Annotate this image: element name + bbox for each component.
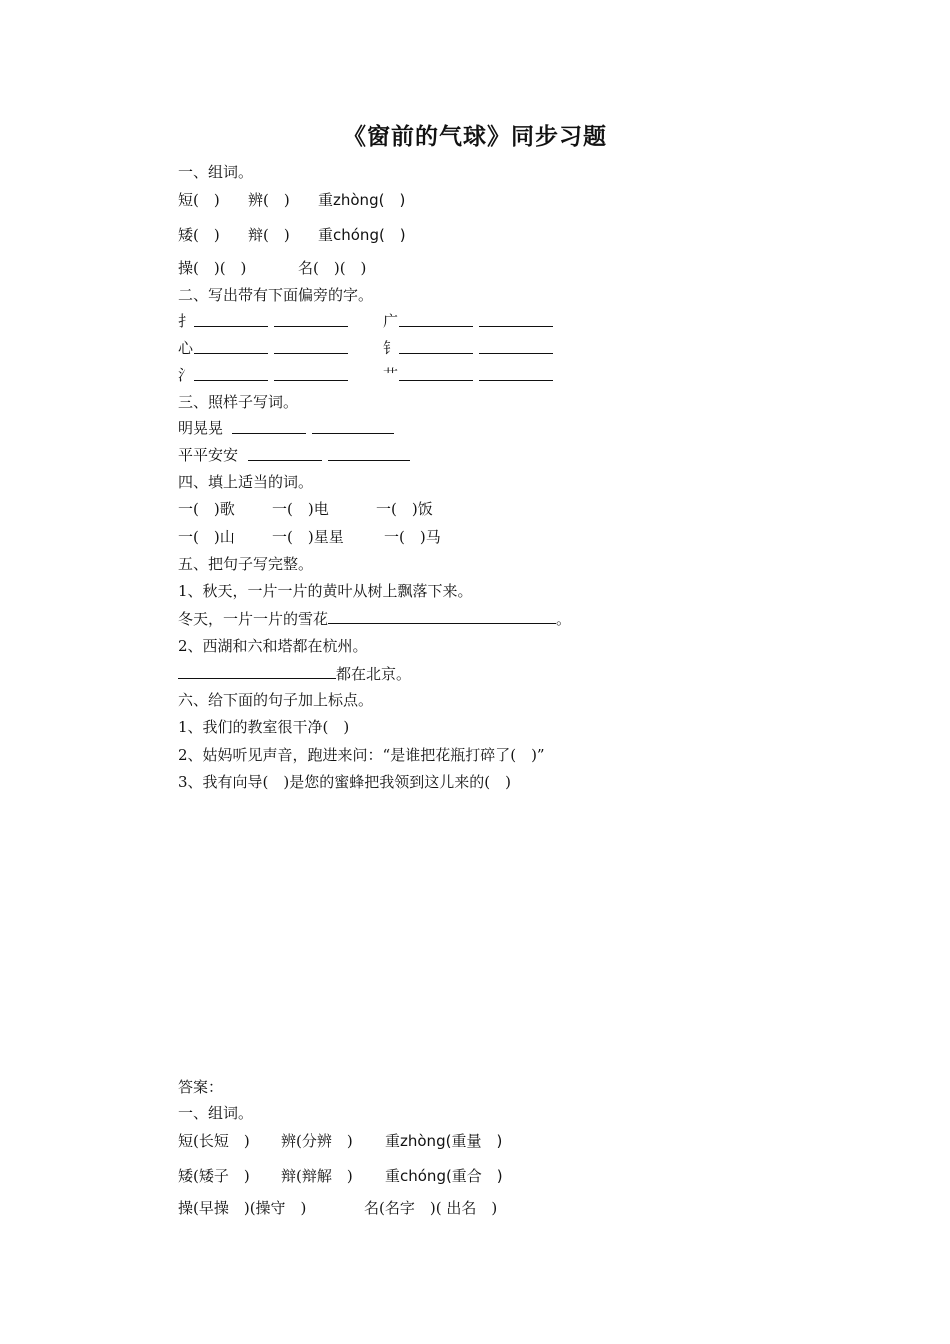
radical-label: 钅 xyxy=(383,339,399,357)
sentence-example: 2、西湖和六和塔都在杭州。 xyxy=(178,637,368,655)
answer-item: 操(早操 )(操守 ) xyxy=(178,1199,307,1217)
section-4-heading: 四、填上适当的词。 xyxy=(178,473,314,491)
word-item: 短( ) xyxy=(178,191,220,209)
answer-item: 辨(分辨 ) xyxy=(281,1132,353,1150)
sentence-suffix: 。 xyxy=(556,610,572,628)
page-title: 《窗前的气球》同步习题 xyxy=(343,123,607,150)
fill-item: 一( )歌 xyxy=(178,500,235,518)
sentence-task xyxy=(178,608,678,629)
answer-blank xyxy=(399,365,473,381)
answer-blank xyxy=(194,365,268,381)
answer-blank xyxy=(232,418,306,434)
word-item: 辩( ) xyxy=(248,226,290,244)
answer-item: 辩(辩解 ) xyxy=(281,1167,353,1185)
section-6-heading: 六、给下面的句子加上标点。 xyxy=(178,691,374,709)
answer-item: 矮(矮子 ) xyxy=(178,1167,250,1185)
pattern-example: 平平安安 xyxy=(178,446,239,464)
punctuation-question: 1、我们的教室很干净( ) xyxy=(178,718,350,736)
answer-item: 重zhòng(重量 ) xyxy=(385,1132,503,1150)
fill-item: 一( )山 xyxy=(178,528,235,546)
answer-blank xyxy=(194,311,268,327)
answer-item: 短(长短 ) xyxy=(178,1132,250,1150)
answers-heading: 一、组词。 xyxy=(178,1104,254,1122)
section-5-heading: 五、把句子写完整。 xyxy=(178,555,314,573)
answer-blank xyxy=(194,338,268,354)
answer-blank xyxy=(312,418,394,434)
answer-item: 重chóng(重合 ) xyxy=(385,1167,503,1185)
answer-blank xyxy=(274,338,348,354)
radical-label: 扌 xyxy=(178,312,194,330)
radical-label: 心 xyxy=(178,339,194,357)
section-2-heading: 二、写出带有下面偏旁的字。 xyxy=(178,286,374,304)
answer-blank xyxy=(248,445,322,461)
fill-item: 一( )电 xyxy=(272,500,329,518)
sentence-example: 1、秋天，一片一片的黄叶从树上飘落下来。 xyxy=(178,582,473,600)
answer-blank xyxy=(178,663,336,679)
punctuation-question: 3、我有向导( )是您的蜜蜂把我领到这儿来的( ) xyxy=(178,773,511,791)
radical-label: 艹 xyxy=(383,366,399,384)
word-item: 操( )( ) xyxy=(178,259,247,277)
word-item: 矮( ) xyxy=(178,226,220,244)
sentence-prefix: 冬天，一片一片的雪花 xyxy=(178,610,329,628)
answer-blank xyxy=(479,365,553,381)
section-3-heading: 三、照样子写词。 xyxy=(178,393,299,411)
word-item: 重chóng( ) xyxy=(318,226,406,244)
sentence-suffix: 都在北京。 xyxy=(336,665,412,683)
fill-item: 一( )马 xyxy=(384,528,441,546)
word-item: 名( )( ) xyxy=(298,259,367,277)
answer-blank xyxy=(274,311,348,327)
answer-blank xyxy=(479,338,553,354)
answer-blank xyxy=(479,311,553,327)
word-item: 重zhòng( ) xyxy=(318,191,406,209)
punctuation-question: 2、姑妈听见声音，跑进来问：“是谁把花瓶打碎了( )” xyxy=(178,746,545,764)
pattern-example: 明晃晃 xyxy=(178,419,224,437)
word-item: 辨( ) xyxy=(248,191,290,209)
answer-blank xyxy=(328,445,410,461)
section-1-heading: 一、组词。 xyxy=(178,163,254,181)
radical-label: 氵 xyxy=(178,366,194,384)
answer-blank xyxy=(399,338,473,354)
fill-item: 一( )星星 xyxy=(272,528,344,546)
answer-blank xyxy=(328,608,556,624)
answers-label: 答案： xyxy=(178,1078,224,1096)
sentence-task xyxy=(178,663,678,684)
fill-item: 一( )饭 xyxy=(376,500,433,518)
radical-label: 广 xyxy=(383,312,399,330)
answer-blank xyxy=(274,365,348,381)
answer-item: 名(名字 )( 出名 ) xyxy=(364,1199,498,1217)
answer-blank xyxy=(399,311,473,327)
